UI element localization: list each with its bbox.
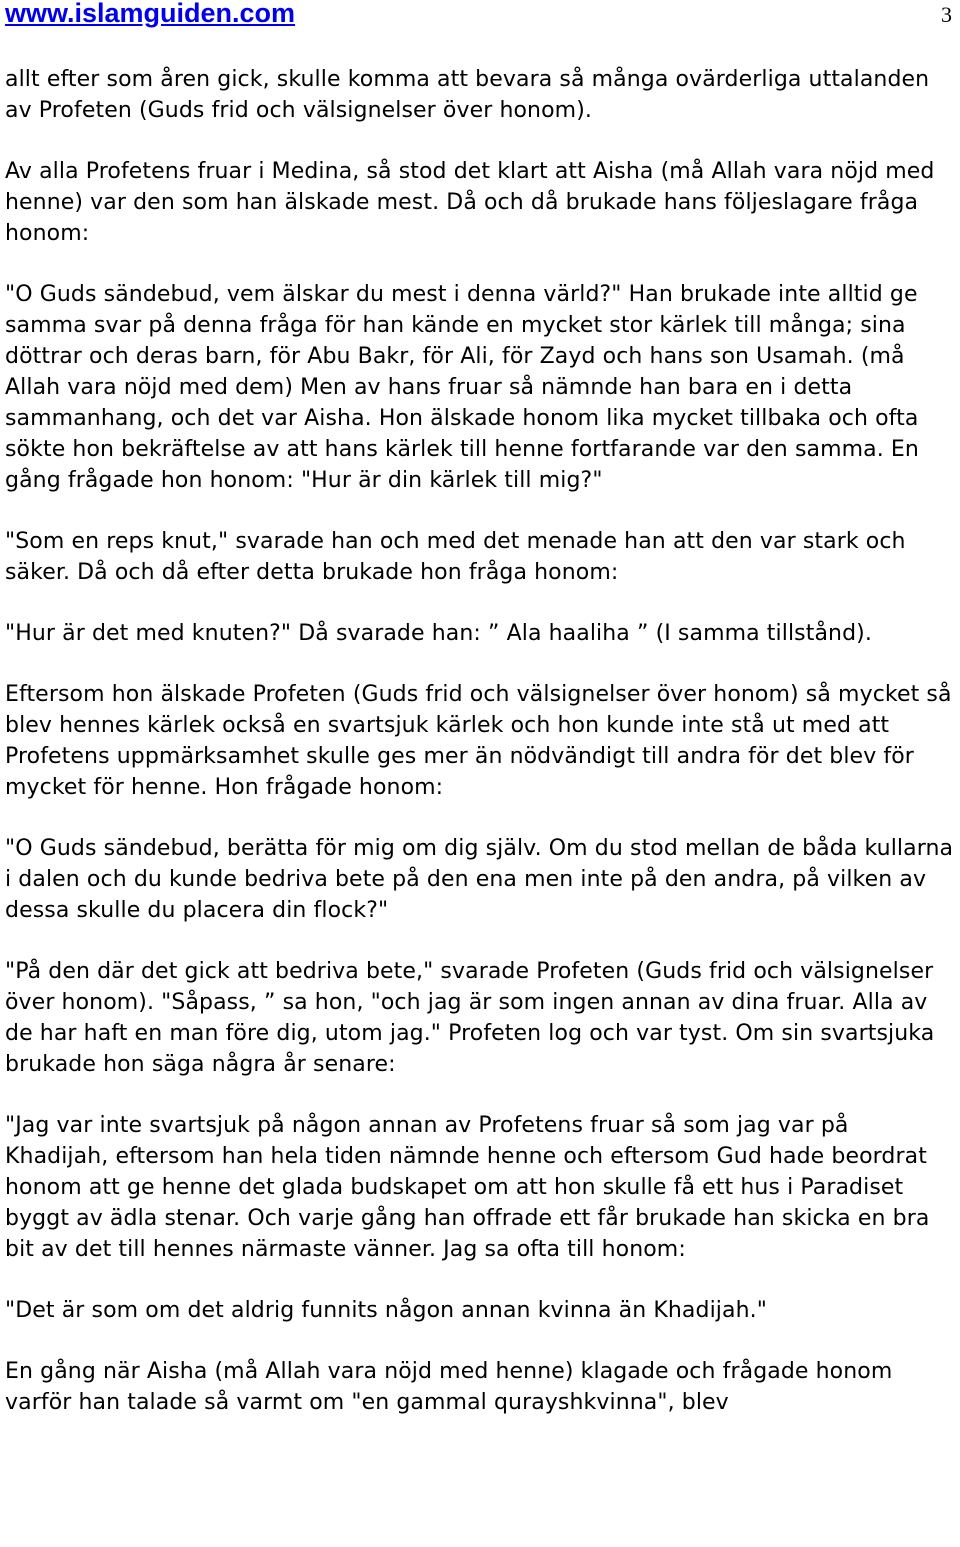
paragraph: "Hur är det med knuten?" Då svarade han: ” Ala haaliha ” (I samma tillstånd). <box>5 621 872 646</box>
paragraph: "På den där det gick att bedriva bete," svarade Profeten (Guds frid och välsignelser över honom). "Såpass, ” sa hon, "och jag är som ingen annan av dina fruar. Alla av de har haft en man före dig, utom jag." Profeten log och var tyst. Om sin svartsjuka brukade hon säga några år senare: <box>5 959 935 1077</box>
paragraph: Av alla Profetens fruar i Medina, så stod det klart att Aisha (må Allah vara nöjd med henne) var den som han älskade mest. Då och då brukade hans följeslagare fråga honom: <box>5 159 935 246</box>
body-text <box>5 64 957 1418</box>
paragraph: allt efter som åren gick, skulle komma att bevara så många ovärderliga uttalanden av Profeten (Guds frid och välsignelser över honom). <box>5 67 930 123</box>
paragraph: "O Guds sändebud, berätta för mig om dig själv. Om du stod mellan de båda kullarna i dalen och du kunde bedriva bete på den ena men inte på den andra, på vilken av dessa skulle du placera din flock?" <box>5 836 954 923</box>
page-number: 3 <box>941 2 952 27</box>
paragraph: En gång när Aisha (må Allah vara nöjd med henne) klagade och frågade honom varför han talade så varmt om "en gammal qurayshkvinna", blev <box>5 1359 893 1415</box>
paragraph: "Som en reps knut," svarade han och med det menade han att den var stark och säker. Då och då efter detta brukade hon fråga honom: <box>5 529 906 585</box>
paragraph: "O Guds sändebud, vem älskar du mest i denna värld?" Han brukade inte alltid ge samma svar på denna fråga för han kände en mycket stor kärlek till många; sina döttrar och deras barn, för Abu Bakr, för Ali, för Zayd och hans son Usamah. (må Allah vara nöjd med dem) Men av hans fruar så nämnde han bara en i detta sammanhang, och det var Aisha. Hon älskade honom lika mycket tillbaka och ofta sökte hon bekräftelse av att hans kärlek till henne fortfarande var den samma. En gång frågade hon honom: "Hur är din kärlek till mig?" <box>5 282 919 493</box>
page-header <box>5 0 952 34</box>
paragraph: "Det är som om det aldrig funnits någon annan kvinna än Khadijah." <box>5 1298 767 1323</box>
site-link[interactable]: www.islamguiden.com <box>5 0 296 28</box>
paragraph: "Jag var inte svartsjuk på någon annan av Profetens fruar så som jag var på Khadijah, eftersom han hela tiden nämnde henne och eftersom Gud hade beordrat honom att ge henne det glada budskapet om att hon skulle få ett hus i Paradiset byggt av ädla stenar. Och varje gång han offrade ett får brukade han skicka en bra bit av det till hennes närmaste vänner. Jag sa ofta till honom: <box>5 1113 930 1262</box>
paragraph: Eftersom hon älskade Profeten (Guds frid och välsignelser över honom) så mycket så blev hennes kärlek också en svartsjuk kärlek och hon kunde inte stå ut med att Profetens uppmärksamhet skulle ges mer än nödvändigt till andra för det blev för mycket för henne. Hon frågade honom: <box>5 682 952 800</box>
